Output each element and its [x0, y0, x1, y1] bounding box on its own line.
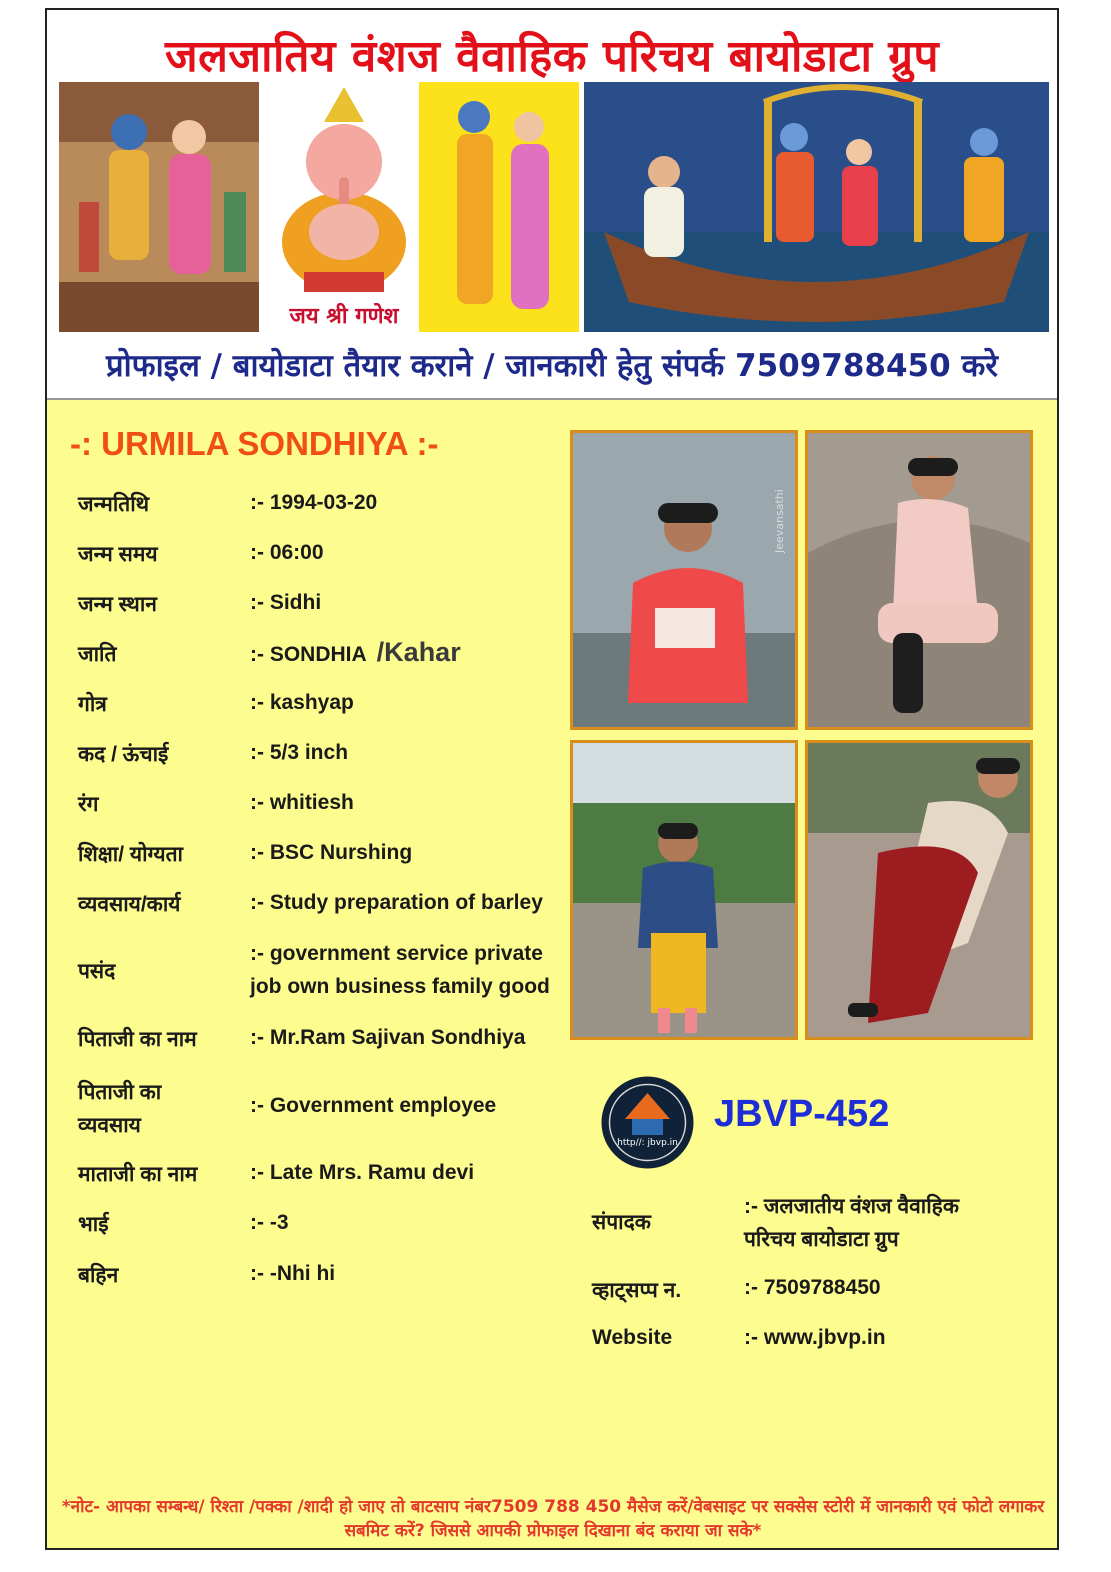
detail-label: बहिन: [78, 1264, 119, 1287]
whatsapp-value: :- 7509788450: [744, 1276, 881, 1299]
banner-image-couple: [59, 82, 259, 332]
detail-label: गोत्र: [78, 693, 107, 716]
detail-label: पिताजी का नाम: [78, 1028, 197, 1051]
editor-label: संपादक: [592, 1211, 651, 1234]
website-label: Website: [592, 1326, 673, 1349]
detail-value: :- 06:00: [250, 541, 324, 564]
website-value: :- www.jbvp.in: [744, 1326, 886, 1349]
detail-label: माताजी का नाम: [78, 1163, 198, 1186]
profile-name: -: URMILA SONDHIYA :-: [70, 425, 439, 462]
banner-image-ganesh: [264, 82, 424, 332]
ganesh-icon: [264, 82, 424, 302]
header-banner: [47, 10, 1057, 400]
banner-image-ram-sita: [419, 82, 579, 332]
detail-value: :- Sidhi: [250, 591, 322, 614]
person-photo-icon: [573, 743, 795, 1037]
couple-painting-icon: [59, 82, 259, 332]
ram-sita-icon: [419, 82, 579, 332]
caste-handwritten-note: /Kahar: [376, 637, 461, 667]
jai-shri-ganesh-caption: जय श्री गणेश: [289, 304, 399, 329]
detail-label: पिताजी का व्यवसाय: [78, 1081, 162, 1137]
detail-value: :- Study preparation of barley: [250, 891, 543, 914]
boat-scene-icon: [584, 82, 1049, 332]
detail-value: :- BSC Nurshing: [250, 841, 413, 864]
profile-photo-3: [570, 740, 798, 1040]
jbvp-logo-icon: [600, 1075, 695, 1170]
detail-label: भाई: [78, 1213, 109, 1236]
jbvp-logo: [600, 1075, 695, 1170]
detail-value: :- 5/3 inch: [250, 741, 349, 764]
profile-photo-4: [805, 740, 1033, 1040]
detail-label: पसंद: [78, 960, 116, 983]
banner-image-boat: [584, 82, 1049, 332]
detail-label: कद / ऊंचाई: [78, 743, 169, 766]
detail-value: :- 1994-03-20: [250, 491, 378, 514]
profile-photo-2: [805, 430, 1033, 730]
detail-label: जाति: [78, 643, 117, 666]
detail-value: :- -Nhi hi: [250, 1262, 336, 1285]
caste-value: :- SONDHIA: [250, 643, 367, 666]
detail-value: :- kashyap: [250, 691, 354, 714]
footer-note: *नोट- आपका सम्बन्ध/ रिश्ता /पक्का /शादी हो जाए तो बाटसाप नंबर7509 788 450 मैसेज करें/वेबसाइट पर सक्सेस स्टोरी में जानकारी एवं फोटो लगाकर सबमिट करें? जिससे आपकी प्रोफाइल दिखाना बंद कराया जा सके*: [61, 1497, 1045, 1541]
detail-label: व्यवसाय/कार्य: [78, 893, 181, 916]
detail-value: :- government service private job own business family good: [250, 942, 550, 998]
contact-banner: प्रोफाइल / बायोडाटा तैयार कराने / जानकारी हेतु संपर्क 7509788450 करे: [106, 348, 998, 384]
detail-label: शिक्षा/ योग्यता: [78, 843, 183, 866]
person-photo-icon: [808, 433, 1030, 727]
detail-value: :- -3: [250, 1211, 289, 1234]
detail-value: :- Late Mrs. Ramu devi: [250, 1161, 475, 1184]
detail-label: जन्म समय: [78, 543, 158, 566]
detail-value: :- Mr.Ram Sajivan Sondhiya: [250, 1026, 526, 1049]
detail-value: [250, 636, 580, 671]
page-title: जलजातिय वंशज वैवाहिक परिचय बायोडाटा ग्रुप: [164, 31, 940, 82]
person-photo-icon: [808, 743, 1030, 1037]
whatsapp-label: व्हाट्सप्प न.: [592, 1279, 682, 1302]
detail-label: जन्मतिथि: [78, 493, 150, 516]
photo-watermark: Jeevansathi: [773, 489, 786, 553]
detail-label: जन्म स्थान: [78, 593, 157, 616]
person-photo-icon: [573, 433, 795, 727]
detail-value: :- whitiesh: [250, 791, 354, 814]
profile-photo-1: [570, 430, 798, 730]
detail-label: रंग: [78, 793, 99, 816]
logo-text: http//: jbvp.in: [617, 1138, 678, 1148]
detail-value: :- Government employee: [250, 1094, 497, 1117]
profile-code: JBVP-452: [714, 1093, 890, 1135]
editor-value: :- जलजातीय वंशज वैवाहिक परिचय बायोडाटा ग्रुप: [744, 1195, 959, 1251]
